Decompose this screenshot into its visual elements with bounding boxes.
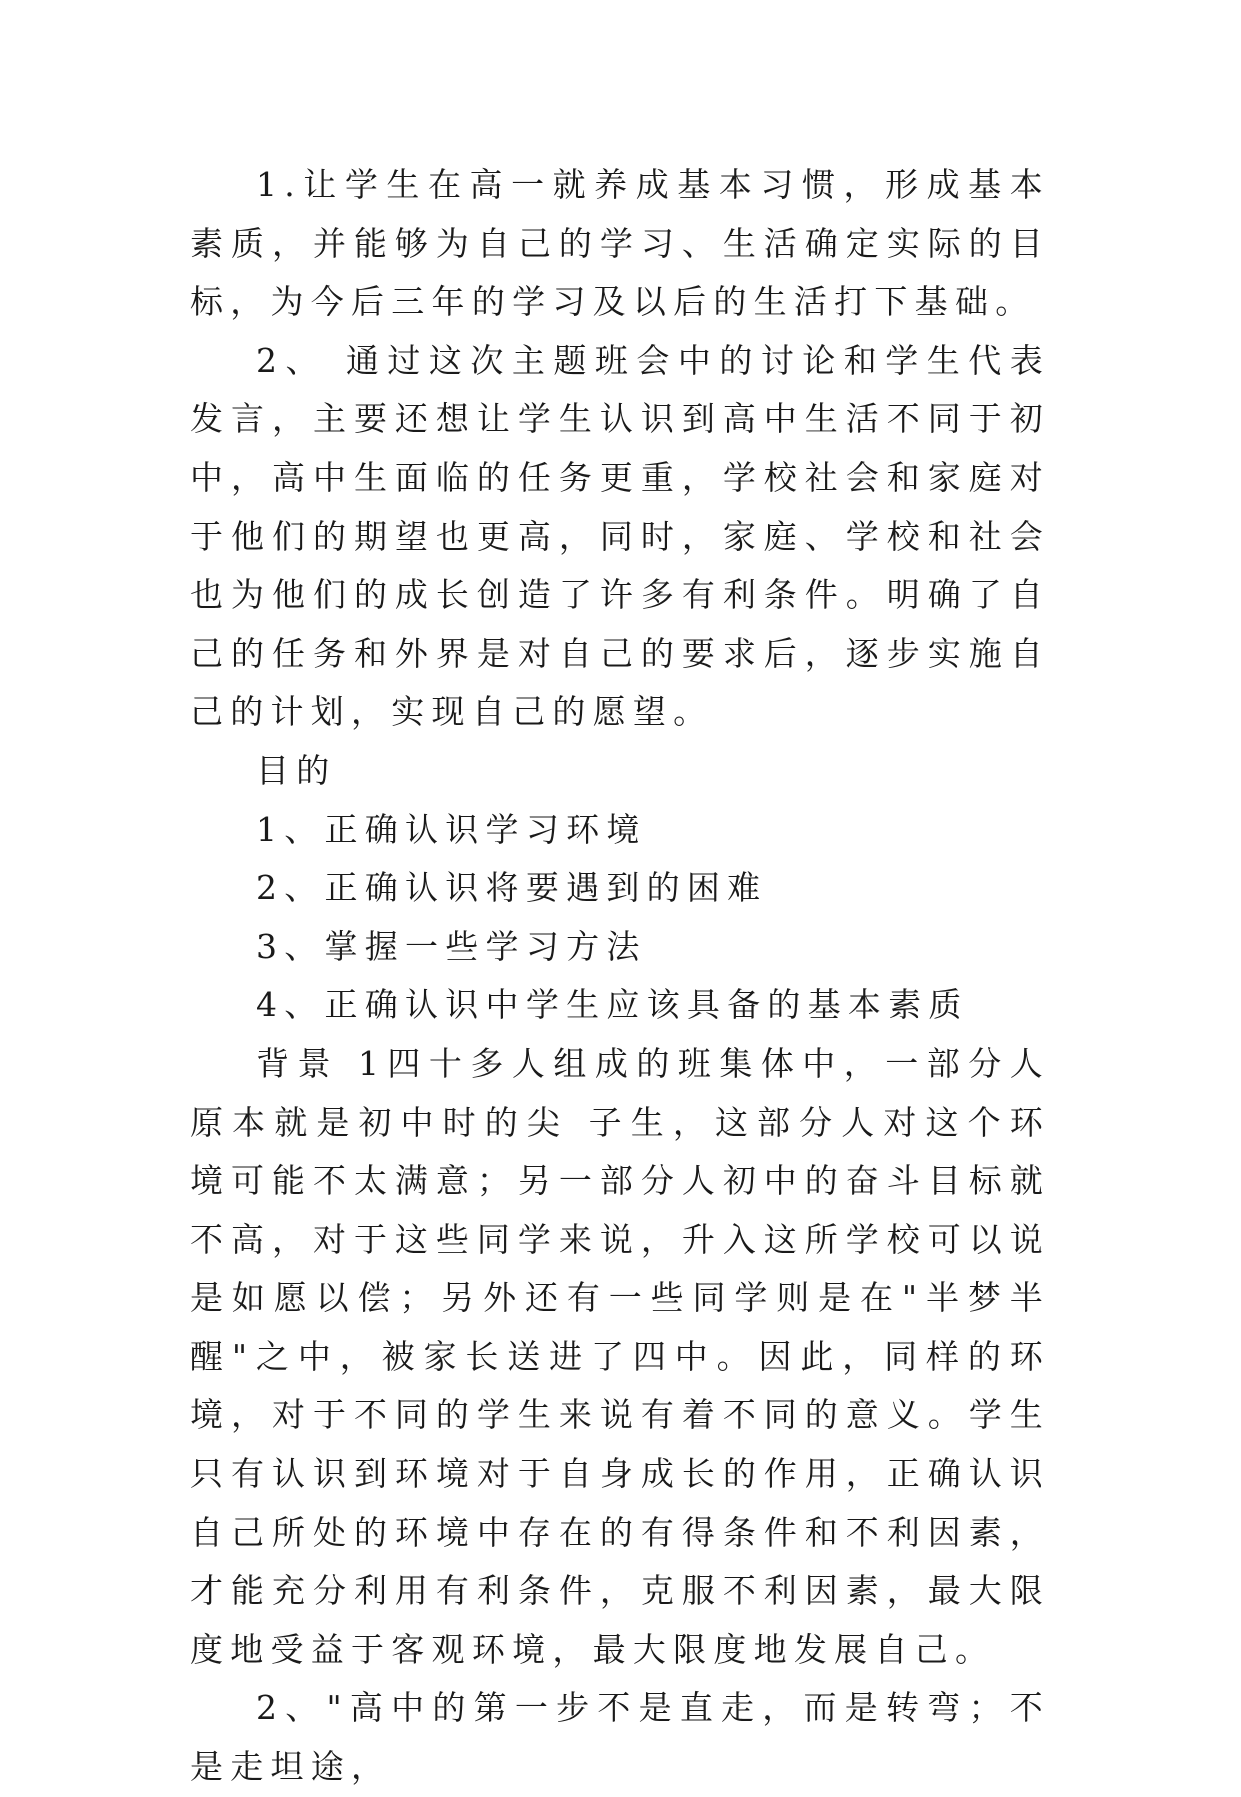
paragraph-goal-1: 1.让学生在高一就养成基本习惯，形成基本素质，并能够为自己的学习、生活确定实际的目标，为今后三年的学习及以后的生活打下基础。 (190, 165, 1050, 322)
section-heading-purpose: 目的 (256, 750, 337, 790)
paragraph-background-2: 2、"高中的第一步不是直走，而是转弯；不是走坦途， (190, 1688, 1050, 1787)
paragraph-background-1: 背景 1四十多人组成的班集体中，一部分人原本就是初中时的尖 子生，这部分人对这个环境可能不太满意；另一部分人初中的奋斗目标就不高，对于这些同学来说，升入这所学校可以说是如愿以偿；另外还有一些同学则是在"半梦半醒"之中，被家长送进了四中。因此，同样的环境，对于不同的学生来说有着不同的意义。学生只有认识到环境对于自身成长的作用，正确认识自己所处的环境中存在的有得条件和不利因素，才能充分利用有利条件，克服不利因素，最大限度地受益于客观环境，最大限度地发展自己。 (190, 1043, 1050, 1669)
purpose-item-2: 2、正确认识将要遇到的困难 (256, 868, 768, 908)
purpose-item-4: 4、正确认识中学生应该具备的基本素质 (256, 985, 969, 1025)
paragraph-goal-2: 2、 通过这次主题班会中的讨论和学生代表发言，主要还想让学生认识到高中生活不同于初中，高中生面临的任务更重，学校社会和家庭对于他们的期望也更高，同时，家庭、学校和社会也为他们的成长创造了许多有利条件。明确了自己的任务和外界是对自己的要求后，逐步实施自己的计划，实现自己的愿望。 (190, 340, 1050, 732)
purpose-item-1: 1、正确认识学习环境 (256, 809, 647, 849)
purpose-item-3: 3、掌握一些学习方法 (256, 926, 647, 966)
document-body (190, 156, 1050, 1797)
